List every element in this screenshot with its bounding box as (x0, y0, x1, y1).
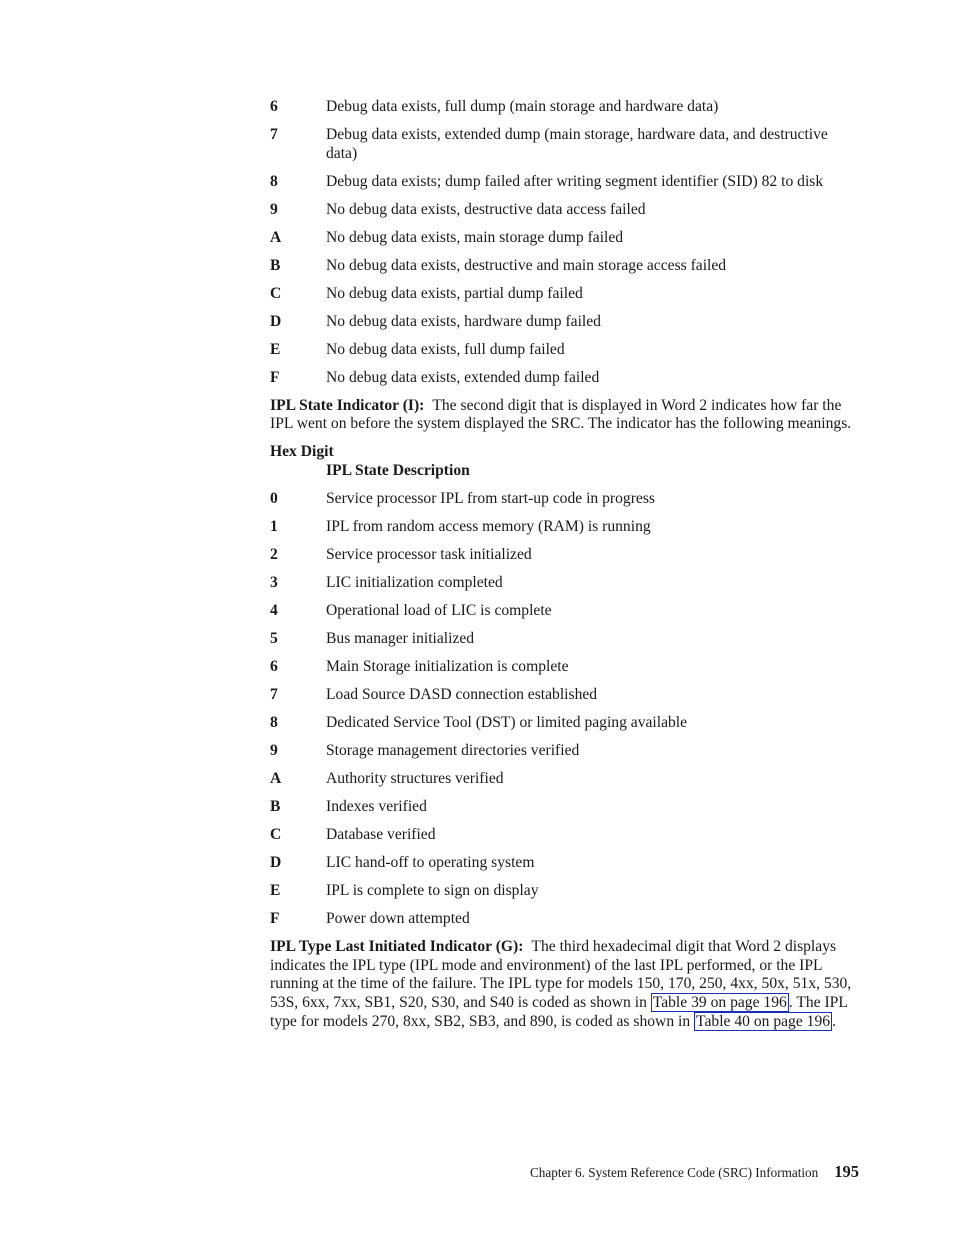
digit-description: No debug data exists, extended dump failed (326, 368, 600, 386)
debug-list-item (270, 229, 855, 248)
debug-list-item (270, 285, 855, 304)
hex-digit: 5 (270, 629, 278, 647)
digit-description: Power down attempted (326, 909, 470, 927)
hex-digit: F (270, 368, 280, 386)
ipl-state-item (270, 854, 855, 873)
debug-list-item (270, 369, 855, 388)
digit-description: Service processor IPL from start-up code in progress (326, 490, 655, 508)
hex-digit: 9 (270, 200, 278, 218)
ipl-state-item (270, 518, 855, 537)
ipl-state-item (270, 882, 855, 901)
hex-digit: A (270, 228, 282, 246)
hex-digit: 0 (270, 490, 278, 508)
ipl-state-item (270, 770, 855, 789)
hex-digit: 6 (270, 657, 278, 675)
ipl-state-item (270, 686, 855, 705)
ipl-state-lead: IPL State Indicator (I): (270, 396, 425, 414)
hex-digit: A (270, 769, 282, 787)
debug-list-item (270, 126, 855, 164)
digit-description: No debug data exists, full dump failed (326, 340, 565, 358)
page-number: 195 (834, 1162, 859, 1181)
digit-description: LIC initialization completed (326, 573, 503, 591)
digit-description: No debug data exists, partial dump failed (326, 284, 583, 302)
ipl-state-item (270, 910, 855, 929)
ipl-state-paragraph (270, 397, 855, 435)
ipl-state-item (270, 714, 855, 733)
hex-digit: D (270, 312, 282, 330)
hex-digit: C (270, 825, 282, 843)
digit-description: Debug data exists; dump failed after writing segment identifier (SID) 82 to disk (326, 172, 824, 190)
debug-list-item (270, 201, 855, 220)
table-39-link[interactable]: Table 39 on page 196 (652, 994, 787, 1012)
ipl-state-item (270, 574, 855, 593)
ipl-state-item (270, 798, 855, 817)
ipl-type-lead: IPL Type Last Initiated Indicator (G): (270, 937, 524, 955)
ipl-state-item (270, 546, 855, 565)
digit-description: Bus manager initialized (326, 629, 475, 647)
debug-list-item (270, 257, 855, 276)
hex-digit: B (270, 797, 281, 815)
hex-digit: 8 (270, 172, 278, 190)
digit-description: Debug data exists, full dump (main storage and hardware data) (326, 98, 719, 115)
footer-chapter: Chapter 6. System Reference Code (SRC) Information (530, 1165, 819, 1180)
hex-digit: 8 (270, 713, 278, 731)
page-footer (515, 1163, 859, 1183)
hex-digit: F (270, 909, 280, 927)
debug-list-item (270, 173, 855, 192)
digit-description: Authority structures verified (326, 769, 504, 787)
ipl-type-text-2: . The IPL type for models 270, 8xx, SB2, SB3, and 890, is coded as shown in (270, 994, 848, 1030)
ipl-type-paragraph (270, 938, 855, 1032)
digit-description: No debug data exists, destructive and main storage access failed (326, 256, 727, 274)
ipl-state-item (270, 490, 855, 509)
debug-list-item (270, 313, 855, 332)
digit-description: Database verified (326, 825, 436, 843)
digit-description: Main Storage initialization is complete (326, 657, 569, 675)
digit-description: No debug data exists, destructive data access failed (326, 200, 646, 218)
digit-description: No debug data exists, hardware dump failed (326, 312, 601, 330)
hex-digit: 7 (270, 685, 278, 703)
hex-digit: 1 (270, 518, 278, 535)
ipl-state-body: The second digit that is displayed in Word 2 indicates how far the IPL went on before the system displayed the SRC. The indicator has the following meanings. (270, 396, 852, 433)
hex-digit: 3 (270, 573, 278, 591)
ipl-state-item (270, 658, 855, 677)
debug-list-item (270, 98, 855, 117)
hex-digit: 4 (270, 601, 278, 619)
digit-description: IPL from random access memory (RAM) is running (326, 518, 651, 535)
ipl-type-text-1: The third hexadecimal digit that Word 2 displays indicates the IPL type (IPL mode and environment) of the last IPL performed, or the IPL running at the time of the failure. The IPL type for models 150, 170, 250, 4xx, 50x, 51x, 530, 53S, 6xx, 7xx, SB1, S20, S30, and S40 is coded as shown in (270, 937, 852, 1012)
digit-description: Load Source DASD connection established (326, 685, 598, 703)
hex-digit: E (270, 340, 281, 358)
hex-digit: 7 (270, 125, 278, 143)
hex-digit: B (270, 256, 281, 274)
hex-digit: 6 (270, 98, 278, 115)
ipl-state-item (270, 602, 855, 621)
digit-description: Debug data exists, extended dump (main storage, hardware data, and destructive data) (326, 125, 828, 162)
digit-description: Service processor task initialized (326, 545, 532, 563)
ipl-state-item (270, 630, 855, 649)
digit-description: Storage management directories verified (326, 741, 580, 759)
hex-digit: E (270, 881, 281, 899)
ipl-state-item (270, 742, 855, 761)
hex-digit: 2 (270, 545, 278, 563)
digit-description: Indexes verified (326, 797, 427, 815)
hex-digit-header: Hex Digit (270, 443, 334, 461)
digit-description: Operational load of LIC is complete (326, 601, 552, 619)
digit-description: IPL is complete to sign on display (326, 881, 539, 899)
debug-list-item (270, 341, 855, 360)
hex-digit: 9 (270, 741, 278, 759)
ipl-state-list (270, 490, 855, 929)
hex-digit: D (270, 853, 282, 871)
page-content (270, 98, 855, 1041)
ipl-state-description-header: IPL State Description (326, 462, 470, 480)
table-40-link[interactable]: Table 40 on page 196 (696, 1012, 831, 1030)
ipl-state-item (270, 826, 855, 845)
hex-digit: C (270, 284, 282, 302)
digit-description: Dedicated Service Tool (DST) or limited paging available (326, 713, 688, 731)
digit-description: No debug data exists, main storage dump failed (326, 228, 624, 246)
debug-data-list (270, 98, 855, 387)
ipl-type-text-3: . (832, 1012, 836, 1030)
digit-description: LIC hand-off to operating system (326, 853, 535, 871)
